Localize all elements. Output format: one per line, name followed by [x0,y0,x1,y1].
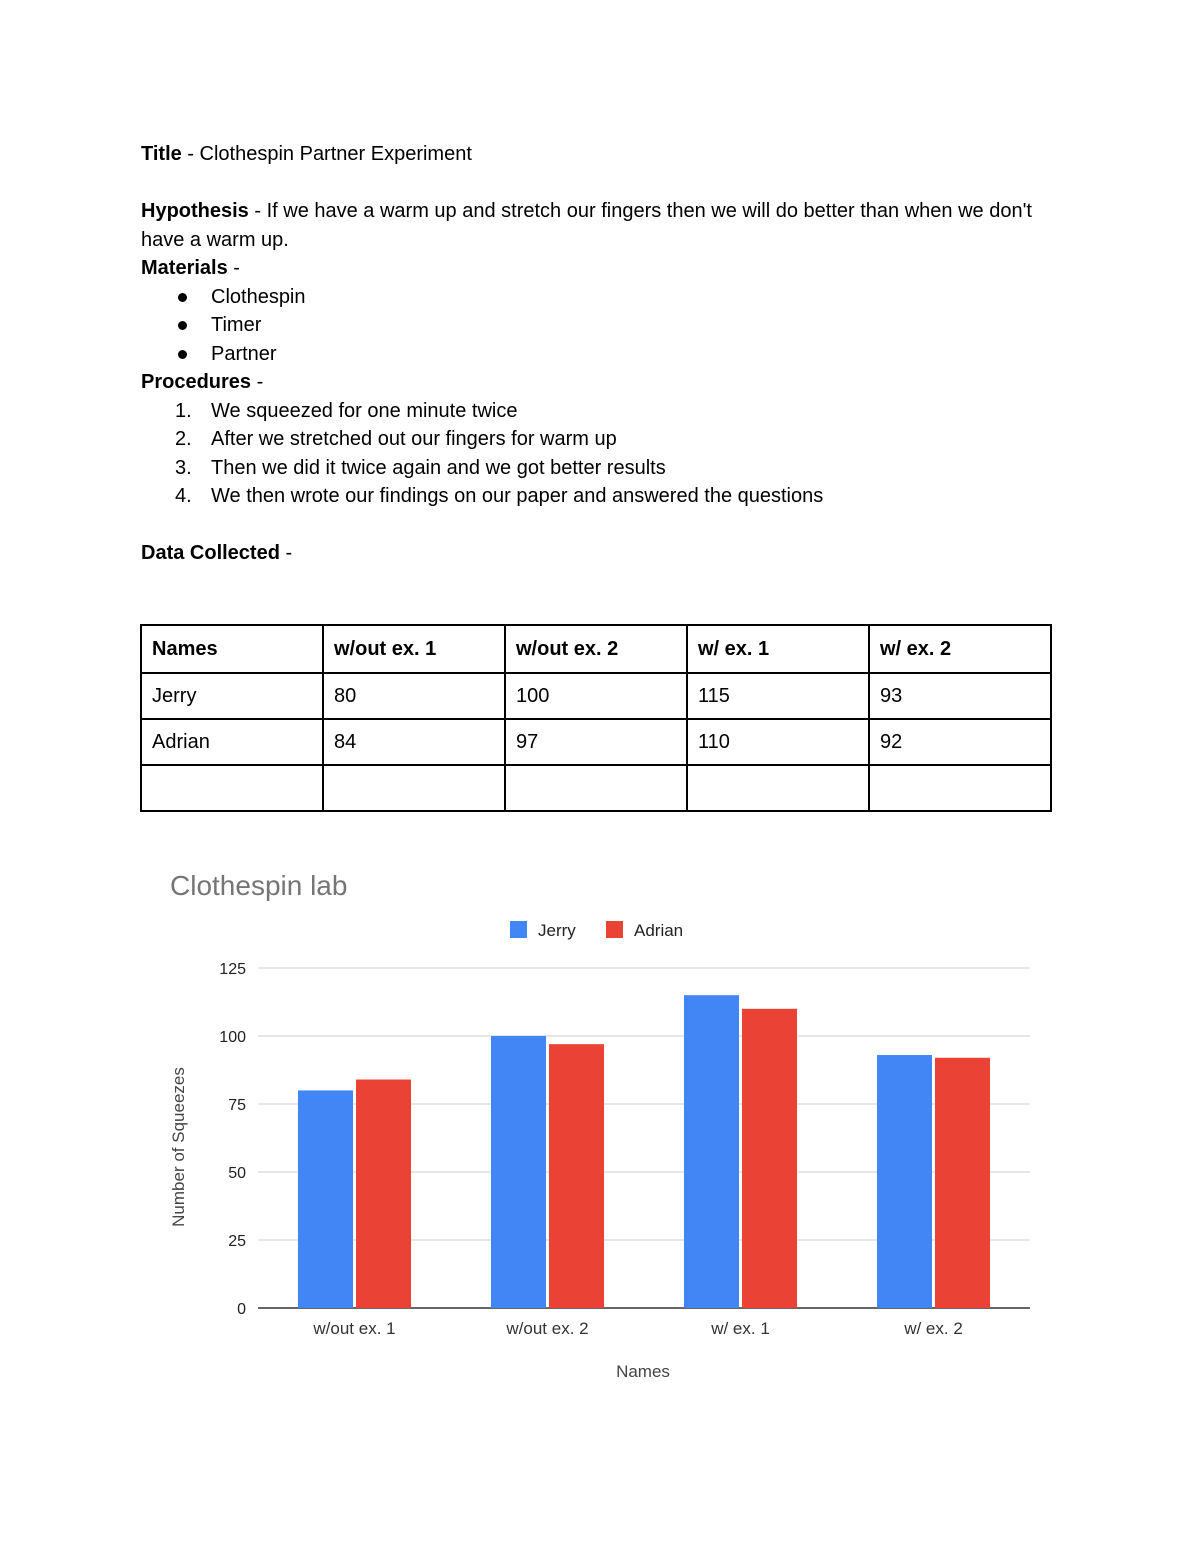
procedure-text: Then we did it twice again and we got better results [211,456,666,479]
step-number: 2. [175,428,192,450]
y-tick-label: 0 [237,1301,246,1318]
material-text: Clothespin [211,285,306,308]
hypothesis-label: Hypothesis [141,200,249,222]
legend-label: Adrian [634,921,684,940]
x-tick-label: w/ ex. 2 [904,1319,963,1338]
procedure-text: We squeezed for one minute twice [211,399,518,422]
materials-suffix: - [227,257,240,279]
materials-label: Materials [141,257,228,279]
bar-adrian [549,1044,604,1308]
bullet-icon [178,350,187,359]
y-axis-label: Number of Squeezes [169,1067,188,1227]
chart-x-ticks [312,1319,962,1338]
x-tick-label: w/out ex. 1 [313,1319,396,1338]
data-heading [141,539,1061,568]
table-cell: Adrian [141,719,323,765]
table-header-cell: w/out ex. 2 [505,625,687,673]
procedure-text: We then wrote our findings on our paper and answered the questions [211,485,824,507]
table-header-cell: Names [141,625,323,673]
procedures-suffix: - [251,371,264,393]
list-item [141,397,1061,426]
legend-swatch [606,921,623,938]
table-cell: 110 [687,719,869,765]
bar-jerry [877,1055,932,1308]
bar-jerry [298,1090,353,1308]
bar-jerry [491,1036,546,1308]
y-tick-label: 75 [228,1097,246,1114]
y-tick-label: 100 [219,1029,246,1046]
table-cell [505,765,687,811]
title-text: - Clothespin Partner Experiment [181,143,472,165]
procedures-label: Procedures [141,371,252,393]
chart-legend [510,921,683,940]
table-cell: 92 [869,719,1051,765]
table-cell [141,765,323,811]
title-label: Title [141,143,182,165]
chart-bars [298,995,990,1308]
bar-adrian [935,1058,990,1308]
procedure-text: After we stretched out our fingers for warm up [211,428,617,450]
bar-adrian [742,1009,797,1308]
chart-title: Clothespin lab [170,870,348,901]
y-tick-label: 50 [228,1165,246,1182]
bullet-icon [178,321,187,330]
table-cell: 115 [687,673,869,719]
table-cell: 84 [323,719,505,765]
table-header-cell: w/ ex. 1 [687,625,869,673]
materials-list [141,283,1061,369]
materials-heading [141,254,1061,283]
table-row [141,765,1051,811]
data-label: Data Collected [141,542,280,564]
bullet-icon [178,293,187,302]
hypothesis-text: - If we have a warm up and stretch our fingers then we will do better than when we don't have a warm up. [141,200,1038,251]
step-number: 4. [175,485,192,507]
table-cell [687,765,869,811]
list-item [141,454,1061,483]
step-number: 1. [175,399,192,422]
table-cell: 80 [323,673,505,719]
x-axis-label: Names [616,1362,670,1381]
bar-jerry [684,995,739,1308]
legend-label: Jerry [538,921,576,940]
x-tick-label: w/ ex. 1 [711,1319,770,1338]
table-header-cell: w/out ex. 1 [323,625,505,673]
step-number: 3. [175,456,192,479]
list-item [141,283,1061,312]
table-cell: 100 [505,673,687,719]
table-cell [869,765,1051,811]
list-item [141,340,1061,369]
list-item [141,425,1061,454]
list-item [141,311,1061,340]
table-row [141,673,1051,719]
table-cell: Jerry [141,673,323,719]
y-tick-label: 25 [228,1233,246,1250]
bar-adrian [356,1080,411,1308]
table-header-row [141,625,1051,673]
table-cell [323,765,505,811]
data-suffix: - [279,542,293,564]
procedures-list [141,397,1061,511]
table-cell: 97 [505,719,687,765]
list-item [141,482,1061,511]
table-header-cell: w/ ex. 2 [869,625,1051,673]
y-tick-label: 125 [219,961,246,978]
material-text: Timer [211,314,262,336]
x-tick-label: w/out ex. 2 [506,1319,589,1338]
data-table [140,624,1052,812]
table-row [141,719,1051,765]
bar-chart [150,855,1050,1395]
legend-swatch [510,921,527,938]
table-cell: 93 [869,673,1051,719]
title-line [141,140,1061,169]
material-text: Partner [211,342,277,365]
document-body [141,140,1061,568]
procedures-heading [141,368,1061,397]
hypothesis-line [141,197,1061,254]
